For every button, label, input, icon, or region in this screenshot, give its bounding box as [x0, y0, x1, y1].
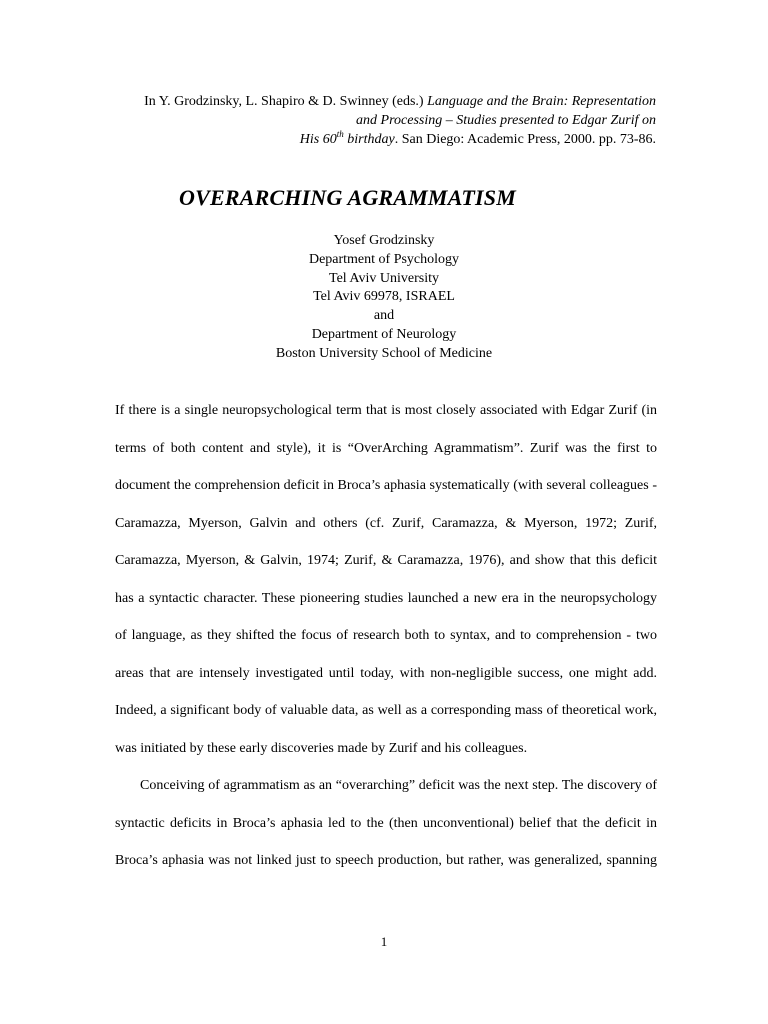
body-line: terms of both content and style), it is “OverArching Agrammatism”. Zurif was the first to [115, 440, 657, 456]
citation-line-3: His 60th birthday. San Diego: Academic Press, 2000. pp. 73-86. [299, 129, 656, 147]
body-line: Broca’s aphasia was not linked just to speech production, but rather, was generalized, spanning [115, 853, 657, 868]
body-line: has a syntactic character. These pioneering studies launched a new era in the neuropsychology [115, 590, 657, 606]
affiliation-line: and [373, 308, 395, 324]
paper-title: OVERARCHING AGRAMMATISM [179, 185, 516, 210]
author-name: Yosef Grodzinsky [333, 233, 435, 248]
body-line: areas that are intensely investigated until today, with non-negligible success, one might add. [115, 665, 657, 681]
affiliation-line: Tel Aviv University [329, 270, 439, 286]
author-affiliation-block [0, 232, 768, 364]
affiliation-line: Tel Aviv 69978, ISRAEL [313, 289, 455, 305]
affiliation-line: Department of Psychology [308, 251, 460, 267]
body-line: document the comprehension deficit in Broca’s aphasia systematically (with several colleagues - [115, 478, 657, 493]
body-line: Caramazza, Myerson, Galvin and others (cf. Zurif, Caramazza, & Myerson, 1972; Zurif, [115, 515, 657, 531]
body-line: syntactic deficits in Broca’s aphasia led to the (then unconventional) belief that the deficit in [115, 815, 657, 831]
body-line: was initiated by these early discoveries made by Zurif and his colleagues. [115, 740, 528, 756]
citation-line-2: and Processing – Studies presented to Edgar Zurif on [356, 113, 656, 128]
citation-line-1: In Y. Grodzinsky, L. Shapiro & D. Swinney (eds.) Language and the Brain: Representation [144, 94, 656, 109]
body-line: Conceiving of agrammatism as an “overarching” deficit was the next step. The discovery of [140, 778, 657, 793]
body-line: Caramazza, Myerson, & Galvin, 1974; Zurif, & Caramazza, 1976), and show that this deficit [115, 553, 657, 568]
body-line: Indeed, a significant body of valuable data, as well as a corresponding mass of theoretical work, [115, 703, 657, 718]
body-text [115, 400, 657, 888]
page-number: 1 [380, 934, 388, 949]
body-line: of language, as they shifted the focus of research both to syntax, and to comprehension - two [115, 628, 657, 643]
citation-header [110, 92, 656, 149]
affiliation-line: Department of Neurology [311, 326, 457, 342]
affiliation-line: Boston University School of Medicine [275, 345, 493, 361]
body-line: If there is a single neuropsychological term that is most closely associated with Edgar Zurif (in [115, 403, 657, 418]
